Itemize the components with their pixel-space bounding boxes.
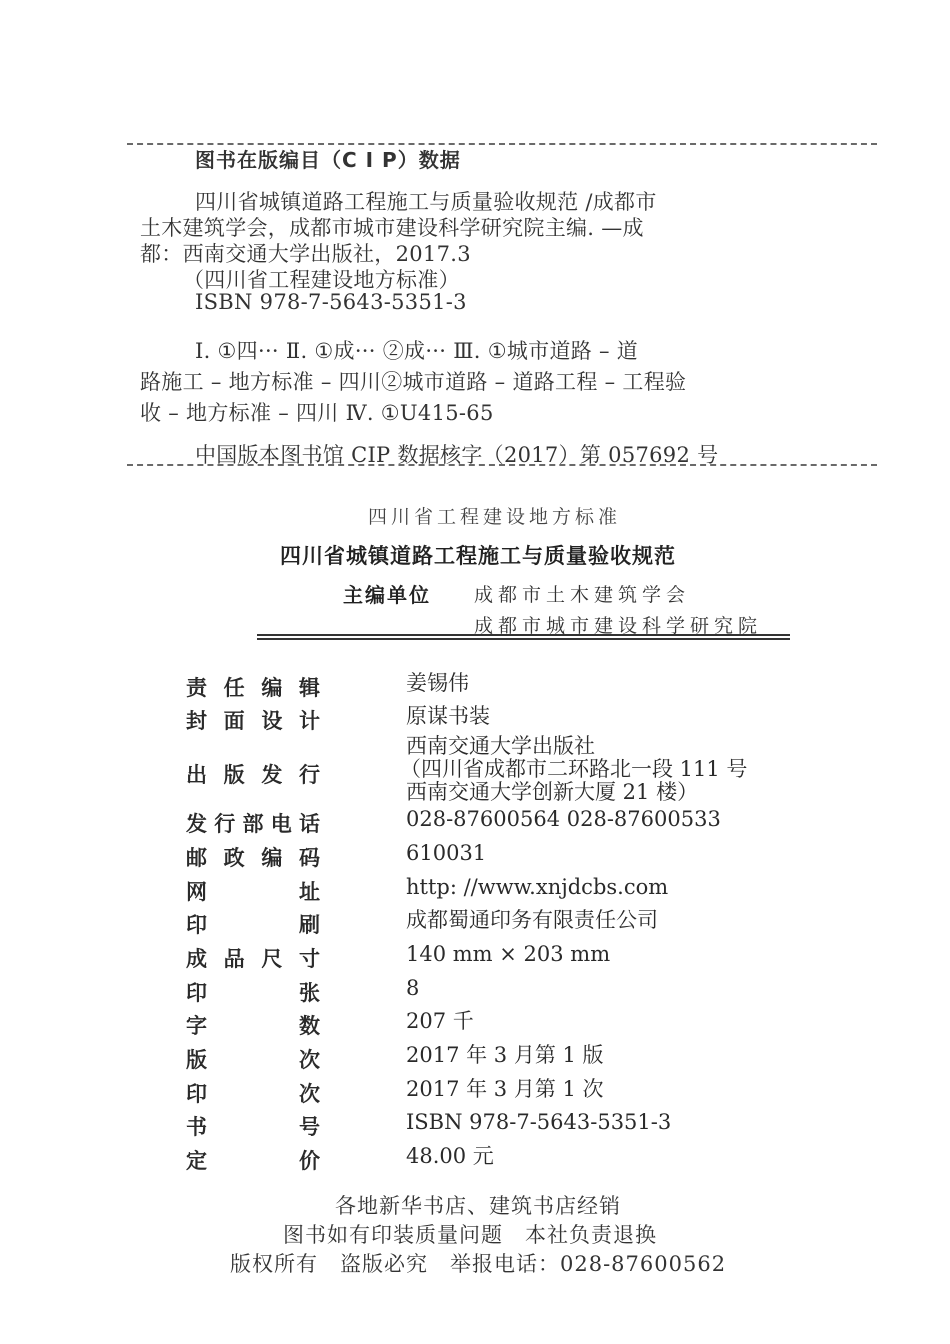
cip-classification-line: Ⅰ. ①四··· Ⅱ. ①成··· ②成··· Ⅲ. ①城市道路 – 道 — [195, 339, 639, 363]
colophon-value — [406, 876, 668, 899]
colophon-label — [186, 909, 320, 939]
chief-editor-label: 主编单位 — [343, 583, 431, 607]
colophon-value — [406, 1111, 671, 1134]
colophon-label-char: 印 — [186, 1082, 207, 1106]
colophon-value-line: 2017 年 3 月第 1 版 — [406, 1043, 604, 1067]
colophon-label-char: 印 — [186, 913, 207, 937]
book-title: 四川省城镇道路工程施工与质量验收规范 — [280, 544, 676, 568]
cip-entry-line: 土木建筑学会，成都市城市建设科学研究院主编. —成 — [140, 216, 644, 240]
colophon-label — [186, 977, 320, 1007]
colophon-label — [186, 1145, 320, 1175]
colophon-label-char: 面 — [223, 709, 245, 733]
colophon-value-line: 028-87600564 028-87600533 — [406, 807, 721, 831]
colophon-label-char: 号 — [299, 1115, 320, 1139]
colophon-label — [186, 1111, 320, 1141]
colophon-value-line: 2017 年 3 月第 1 次 — [406, 1077, 604, 1101]
colophon-label-char: 邮 — [186, 846, 207, 870]
series-name: 四川省工程建设地方标准 — [368, 506, 622, 528]
colophon-value-line: 姜锡伟 — [406, 671, 469, 695]
colophon-label — [186, 1078, 320, 1108]
colophon-label-char: 书 — [186, 1115, 207, 1139]
colophon-label-char: 电 — [270, 812, 292, 836]
colophon-label — [186, 943, 320, 973]
title-double-rule — [257, 634, 790, 640]
colophon-label — [186, 876, 320, 906]
colophon-label-char: 寸 — [298, 947, 320, 971]
colophon-value-line: 西南交通大学出版社 — [406, 734, 595, 758]
colophon-label-char: 辑 — [298, 676, 320, 700]
colophon-value — [406, 672, 469, 695]
colophon-label-char: 行 — [298, 763, 320, 787]
colophon-label-char: 责 — [186, 676, 207, 700]
colophon-label-char: 尺 — [261, 947, 283, 971]
colophon-value — [406, 1145, 494, 1168]
colophon-label-char: 设 — [261, 709, 283, 733]
colophon-value-line: ISBN 978-7-5643-5351-3 — [406, 1110, 672, 1134]
colophon-label-char: 成 — [186, 947, 207, 971]
cip-entry-line: 都：西南交通大学出版社，2017.3 — [140, 242, 471, 266]
colophon-value — [406, 1078, 604, 1101]
colophon-value-line: http: //www.xnjdcbs.com — [406, 875, 669, 899]
colophon-value-line: 48.00 元 — [406, 1144, 494, 1168]
colophon-label-char: 字 — [186, 1014, 207, 1038]
colophon-label — [186, 705, 320, 735]
colophon-value-line: 207 千 — [406, 1009, 474, 1033]
colophon-label — [186, 842, 320, 872]
cip-entry-line: （四川省工程建设地方标准） — [183, 268, 460, 292]
colophon-label-char: 定 — [186, 1149, 207, 1173]
colophon-label-char: 行 — [214, 812, 236, 836]
cip-title: 图书在版编目（C I P）数据 — [195, 148, 461, 172]
chief-editor-unit: 成都市土木建筑学会 — [474, 584, 691, 606]
colophon-value — [406, 909, 658, 932]
cip-classification-line: 收 – 地方标准 – 四川 Ⅳ. ①U415-65 — [140, 401, 494, 425]
cip-entry-line: ISBN 978-7-5643-5351-3 — [195, 290, 467, 314]
colophon-label-char: 品 — [223, 947, 245, 971]
colophon-label-char: 印 — [186, 981, 207, 1005]
colophon-label-char: 封 — [186, 709, 207, 733]
colophon-label-char: 编 — [261, 846, 283, 870]
copyright-note: 版权所有 盗版必究 举报电话：028-87600562 — [230, 1252, 727, 1276]
colophon-label-char: 发 — [186, 812, 207, 836]
colophon-label — [186, 1010, 320, 1040]
colophon-label — [186, 808, 320, 838]
colophon-value — [406, 705, 490, 728]
colophon-label-char: 出 — [186, 763, 207, 787]
colophon-label-char: 话 — [299, 812, 320, 836]
cip-bottom-divider — [127, 464, 877, 466]
colophon-value-line: 8 — [406, 976, 420, 1000]
colophon-label-char: 张 — [299, 981, 320, 1005]
colophon-value-line: 610031 — [406, 841, 487, 865]
colophon-label-char: 发 — [261, 763, 283, 787]
cip-entry-line: 四川省城镇道路工程施工与质量验收规范 /成都市 — [195, 190, 657, 214]
colophon-label-char: 价 — [299, 1149, 320, 1173]
colophon-label-char: 次 — [299, 1082, 320, 1106]
colophon-label-char: 编 — [261, 676, 283, 700]
colophon-value-line: 原谋书装 — [406, 704, 490, 728]
colophon-label-char: 政 — [223, 846, 245, 870]
colophon-label — [186, 759, 320, 789]
colophon-label-char: 刷 — [299, 913, 320, 937]
colophon-label-char: 码 — [298, 846, 320, 870]
distribution-note: 各地新华书店、建筑书店经销 — [335, 1194, 621, 1218]
colophon-label — [186, 672, 320, 702]
cip-classification-line: 路施工 – 地方标准 – 四川②城市道路 – 道路工程 – 工程验 — [140, 370, 687, 394]
colophon-value-line: 成都蜀通印务有限责任公司 — [406, 908, 658, 932]
colophon-value — [406, 842, 486, 865]
colophon-label-char: 任 — [223, 676, 245, 700]
colophon-label — [186, 1044, 320, 1074]
colophon-label-char: 版 — [223, 763, 245, 787]
colophon-value — [406, 977, 419, 1000]
colophon-value — [406, 808, 721, 831]
colophon-value-line: （四川省成都市二环路北一段 111 号 — [400, 757, 748, 781]
colophon-label-char: 部 — [242, 812, 264, 836]
colophon-value-line: 140 mm × 203 mm — [406, 942, 611, 966]
chief-editor-unit: 成都市城市建设科学研究院 — [474, 615, 763, 637]
colophon-value — [400, 734, 748, 804]
cip-approval-number: 中国版本图书馆 CIP 数据核字（2017）第 057692 号 — [195, 443, 719, 467]
colophon-value-line: 西南交通大学创新大厦 21 楼） — [406, 780, 699, 804]
quality-note: 图书如有印装质量问题 本社负责退换 — [283, 1223, 657, 1247]
colophon-label-char: 计 — [298, 709, 320, 733]
colophon-label-char: 版 — [186, 1048, 207, 1072]
colophon-value — [406, 1010, 474, 1033]
colophon-label-char: 数 — [299, 1014, 320, 1038]
colophon-label-char: 次 — [299, 1048, 320, 1072]
colophon-label-char: 址 — [299, 880, 320, 904]
colophon-value — [406, 943, 610, 966]
colophon-value — [406, 1044, 604, 1067]
colophon-label-char: 网 — [186, 880, 207, 904]
